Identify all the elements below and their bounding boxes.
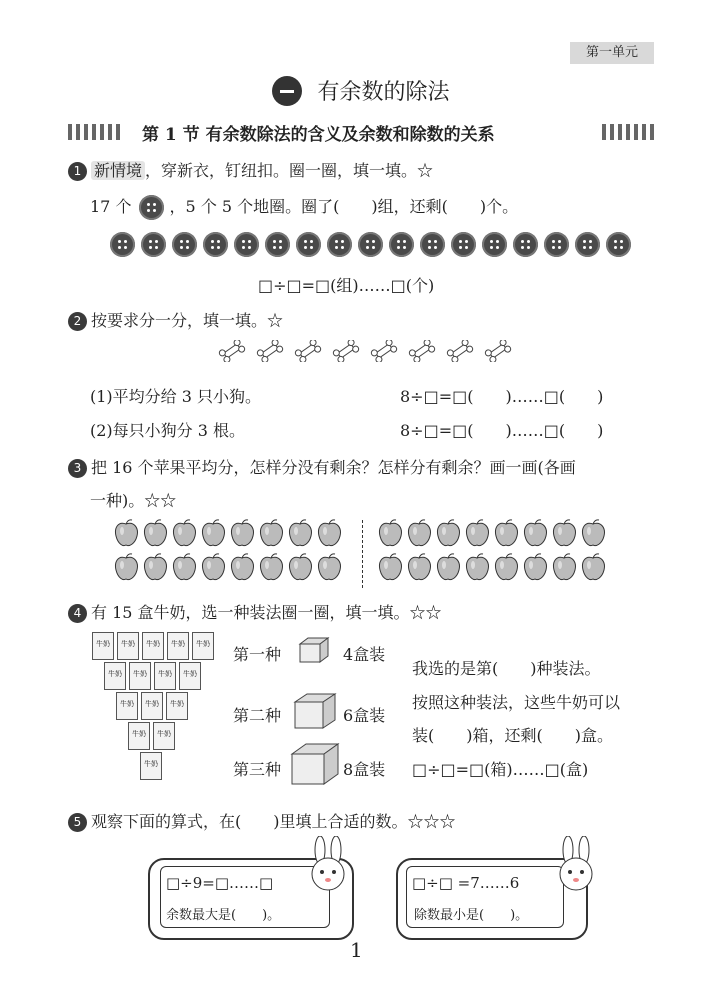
milk-carton-icon: 牛奶	[167, 632, 189, 660]
q1-line2-start: 17 个	[90, 197, 132, 216]
milk-carton-icon: 牛奶	[179, 662, 201, 690]
milk-carton-icon: 牛奶	[128, 722, 150, 750]
milk-carton-icon: 牛奶	[166, 692, 188, 720]
q4-prompt	[68, 600, 442, 623]
milk-carton-icon: 牛奶	[129, 662, 151, 690]
q2-prompt	[68, 308, 283, 331]
option2-label: 第二种	[233, 706, 282, 725]
q4-answer2: 按照这种装法，这些牛奶可以	[412, 693, 621, 712]
apple-icon	[230, 552, 255, 586]
bone-icon	[408, 340, 436, 366]
apple-icon	[407, 518, 432, 552]
apple-icon	[494, 552, 519, 586]
dashed-divider	[362, 520, 363, 588]
q1-formula: □÷□=□(组)……□(个)	[258, 276, 435, 295]
milk-carton-icon: 牛奶	[153, 722, 175, 750]
unit-tag: 第一单元	[570, 42, 654, 64]
q3-prompt	[68, 455, 576, 478]
bones-row	[218, 340, 522, 366]
q2-item2: (2)每只小狗分 3 根。	[90, 421, 246, 440]
bone-icon	[370, 340, 398, 366]
button-icon	[451, 232, 476, 257]
section-bar	[68, 120, 658, 144]
apple-icon	[317, 518, 342, 552]
q1-line2	[90, 194, 518, 220]
apples-group-right	[378, 518, 610, 586]
milk-carton-icon: 牛奶	[92, 632, 114, 660]
box-large-icon	[290, 742, 340, 790]
button-icon	[296, 232, 321, 257]
button-icon	[327, 232, 352, 257]
milk-carton-icon: 牛奶	[104, 662, 126, 690]
milk-carton-icon: 牛奶	[117, 632, 139, 660]
apple-icon	[172, 518, 197, 552]
apple-icon	[552, 552, 577, 586]
q3-number: 3	[68, 459, 87, 478]
bone-icon	[294, 340, 322, 366]
apple-icon	[114, 552, 139, 586]
section-title: 第 1 节 有余数除法的含义及余数和除数的关系	[142, 125, 495, 145]
q2-eq1: 8÷□=□( )……□( )	[400, 387, 604, 406]
bone-icon	[218, 340, 246, 366]
button-icon	[389, 232, 414, 257]
card-1-equation: □÷9=□……□	[166, 874, 274, 892]
button-icon	[358, 232, 383, 257]
q5-prompt	[68, 809, 456, 832]
option1-qty: 4盒装	[343, 645, 386, 664]
milk-carton-icon: 牛奶	[154, 662, 176, 690]
q2-text: 按要求分一分，填一填。☆	[91, 311, 284, 330]
button-icon	[420, 232, 445, 257]
rabbit-icon	[552, 836, 600, 900]
apples-group-left	[114, 518, 346, 586]
apple-icon	[465, 518, 490, 552]
milk-cartons	[92, 632, 222, 792]
q5-text: 观察下面的算式，在( )里填上合适的数。☆☆☆	[91, 812, 456, 831]
buttons-row	[110, 232, 637, 257]
button-icon	[139, 195, 164, 220]
apple-icon	[143, 552, 168, 586]
stripe-decoration-right	[602, 124, 658, 140]
apple-icon	[436, 552, 461, 586]
q1-line2-rest: ，5 个 5 个地圈。圈了( )组，还剩( )个。	[169, 197, 519, 216]
apple-icon	[436, 518, 461, 552]
apple-icon	[581, 518, 606, 552]
q3-line1: 把 16 个苹果平均分，怎样分没有剩余？怎样分有剩余？画一画(各画	[91, 458, 576, 477]
bone-icon	[484, 340, 512, 366]
apple-icon	[201, 518, 226, 552]
button-icon	[141, 232, 166, 257]
q4-number: 4	[68, 604, 87, 623]
apple-icon	[201, 552, 226, 586]
milk-carton-icon: 牛奶	[140, 752, 162, 780]
apple-icon	[259, 552, 284, 586]
button-icon	[203, 232, 228, 257]
q3-line2: 一种)。☆☆	[90, 491, 177, 510]
chapter-header	[0, 75, 722, 106]
option1-label: 第一种	[233, 645, 282, 664]
apple-icon	[378, 518, 403, 552]
milk-carton-icon: 牛奶	[142, 632, 164, 660]
bone-icon	[332, 340, 360, 366]
q5-number: 5	[68, 813, 87, 832]
button-icon	[265, 232, 290, 257]
q1-text: 穿新衣，钉纽扣。圈一圈，填一填。☆	[161, 161, 434, 180]
chapter-title: 有余数的除法	[317, 80, 450, 105]
card-1-question: 余数最大是( )。	[166, 908, 281, 923]
apple-icon	[172, 552, 197, 586]
apple-icon	[259, 518, 284, 552]
option2-qty: 6盒装	[343, 706, 386, 725]
page-number: 1	[350, 938, 363, 962]
box-small-icon	[298, 636, 330, 668]
bone-icon	[256, 340, 284, 366]
button-icon	[513, 232, 538, 257]
milk-carton-icon: 牛奶	[116, 692, 138, 720]
q2-item1: (1)平均分给 3 只小狗。	[90, 387, 262, 406]
apple-icon	[581, 552, 606, 586]
option3-qty: 8盒装	[343, 760, 386, 779]
q2-number: 2	[68, 312, 87, 331]
q1-prompt: 1 新情境 ，穿新衣，钉纽扣。圈一圈，填一填。☆	[68, 158, 433, 181]
option3-label: 第三种	[233, 760, 282, 779]
card-2-equation: □÷□ =7……6	[412, 874, 520, 892]
stripe-decoration-left	[68, 124, 124, 140]
rabbit-icon	[304, 836, 352, 900]
apple-icon	[523, 518, 548, 552]
q4-answer3: 装( )箱，还剩( )盒。	[412, 726, 613, 745]
apple-icon	[407, 552, 432, 586]
apple-icon	[288, 552, 313, 586]
box-medium-icon	[293, 692, 337, 734]
q1-number: 1	[68, 162, 87, 181]
apple-icon	[317, 552, 342, 586]
card-2-question: 除数最小是( )。	[414, 908, 529, 923]
apple-icon	[465, 552, 490, 586]
apple-icon	[288, 518, 313, 552]
button-icon	[606, 232, 631, 257]
q4-formula: □÷□=□(箱)……□(盒)	[412, 760, 589, 779]
button-icon	[482, 232, 507, 257]
button-icon	[172, 232, 197, 257]
button-icon	[110, 232, 135, 257]
button-icon	[544, 232, 569, 257]
q4-answer1: 我选的是第( )种装法。	[412, 659, 601, 678]
button-icon	[234, 232, 259, 257]
apple-icon	[114, 518, 139, 552]
milk-carton-icon: 牛奶	[141, 692, 163, 720]
apple-icon	[143, 518, 168, 552]
milk-carton-icon: 牛奶	[192, 632, 214, 660]
apple-icon	[378, 552, 403, 586]
apple-icon	[552, 518, 577, 552]
apple-icon	[494, 518, 519, 552]
apple-icon	[230, 518, 255, 552]
q2-eq2: 8÷□=□( )……□( )	[400, 421, 604, 440]
q1-tag: 新情境	[91, 161, 145, 180]
button-icon	[575, 232, 600, 257]
apple-icon	[523, 552, 548, 586]
q4-text: 有 15 盒牛奶，选一种装法圈一圈，填一填。☆☆	[91, 603, 442, 622]
chapter-number-icon	[272, 76, 302, 106]
bone-icon	[446, 340, 474, 366]
